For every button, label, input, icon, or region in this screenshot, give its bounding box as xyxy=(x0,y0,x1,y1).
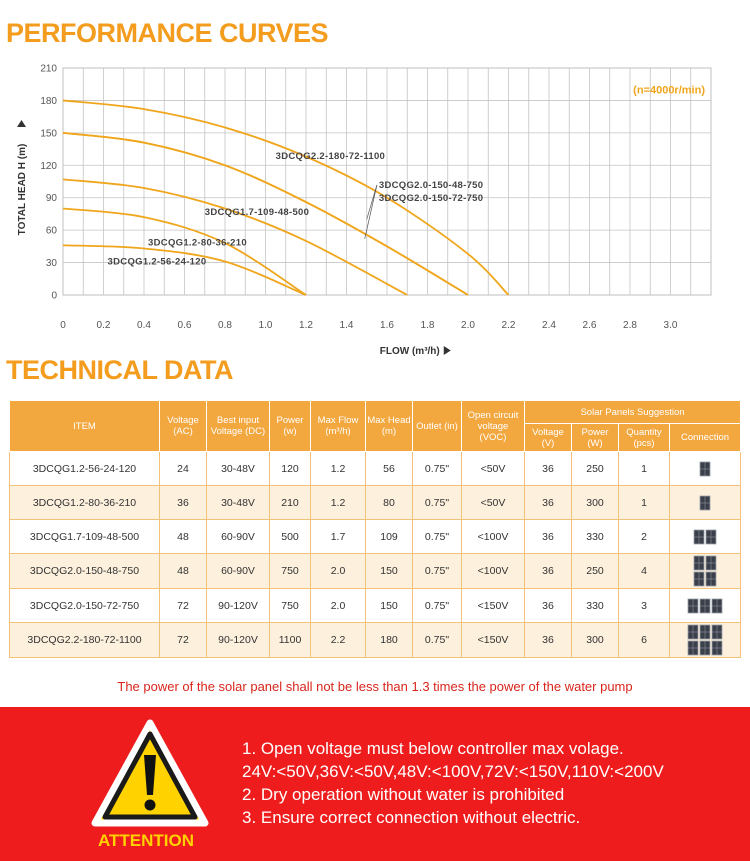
cell-voc: <100V xyxy=(462,520,525,554)
cell-voc: <100V xyxy=(462,554,525,589)
attention-line-1: 1. Open voltage must below controller max volage. xyxy=(242,739,624,758)
panel-connection-icon xyxy=(670,452,741,486)
table-row xyxy=(10,623,741,658)
cell-item: 3DCQG2.2-180-72-1100 xyxy=(10,623,160,658)
cell-power: 120 xyxy=(270,452,311,486)
cell-power: 750 xyxy=(270,554,311,589)
cell-sp-voltage: 36 xyxy=(525,554,572,589)
y-tick-label: 60 xyxy=(45,225,57,237)
cell-sp-quantity: 1 xyxy=(619,486,670,520)
col-item-header: ITEM xyxy=(10,401,160,452)
cell-max-flow: 2.0 xyxy=(311,554,366,589)
col-best-input-header: Best input Voltage (DC) xyxy=(207,401,270,452)
x-tick-label: 1.0 xyxy=(258,320,273,331)
cell-sp-voltage: 36 xyxy=(525,452,572,486)
cell-voltage: 48 xyxy=(160,520,207,554)
cell-best-input: 60-90V xyxy=(207,554,270,589)
x-tick-label: 0.2 xyxy=(96,320,111,331)
cell-sp-power: 250 xyxy=(572,554,619,589)
solar-panels-group-header: Solar Panels Suggestion xyxy=(525,401,741,424)
cell-item: 3DCQG2.0-150-48-750 xyxy=(10,554,160,589)
y-tick-label: 210 xyxy=(40,63,57,75)
table-row xyxy=(10,520,741,554)
x-tick-label: 1.8 xyxy=(420,320,435,331)
x-tick-label: 1.2 xyxy=(299,320,313,331)
cell-voltage: 48 xyxy=(160,554,207,589)
x-axis-arrow-icon xyxy=(444,346,451,355)
x-tick-label: 2.4 xyxy=(542,320,556,331)
cell-max-head: 150 xyxy=(366,589,413,623)
cell-sp-power: 330 xyxy=(572,520,619,554)
attention-lines xyxy=(242,737,664,829)
cell-voltage: 72 xyxy=(160,623,207,658)
y-tick-label: 120 xyxy=(40,160,57,172)
x-tick-label: 2.8 xyxy=(623,320,637,331)
attention-label: ATTENTION xyxy=(98,831,195,850)
cell-sp-quantity: 3 xyxy=(619,589,670,623)
cell-voc: <150V xyxy=(462,623,525,658)
cell-sp-quantity: 1 xyxy=(619,452,670,486)
attention-line-4: 3. Ensure correct connection without electric. xyxy=(242,808,581,827)
y-tick-label: 30 xyxy=(45,258,57,270)
curve-label: 3DCQG1.7-109-48-500 xyxy=(204,207,310,219)
y-tick-label: 180 xyxy=(40,95,57,107)
y-axis-label: TOTAL HEAD H (m) xyxy=(17,143,28,236)
y-axis-arrow-icon xyxy=(17,120,26,127)
x-tick-label: 0.4 xyxy=(137,320,151,331)
cell-voc: <50V xyxy=(462,486,525,520)
cell-sp-quantity: 2 xyxy=(619,520,670,554)
cell-power: 210 xyxy=(270,486,311,520)
cell-sp-voltage: 36 xyxy=(525,520,572,554)
cell-max-flow: 1.7 xyxy=(311,520,366,554)
col-open-circuit-header: Open circuit voltage (VOC) xyxy=(462,401,525,452)
attention-banner xyxy=(0,707,750,861)
cell-sp-power: 330 xyxy=(572,589,619,623)
cell-max-flow: 2.2 xyxy=(311,623,366,658)
panel-connection-icon xyxy=(670,589,741,623)
cell-outlet: 0.75" xyxy=(413,486,462,520)
col-sp-power-header: Power (W) xyxy=(572,424,619,452)
cell-sp-voltage: 36 xyxy=(525,589,572,623)
x-tick-label: 1.4 xyxy=(339,320,354,331)
cell-max-flow: 1.2 xyxy=(311,452,366,486)
panel-connection-icon xyxy=(670,486,741,520)
cell-max-head: 80 xyxy=(366,486,413,520)
table-row xyxy=(10,452,741,486)
panel-connection-icon xyxy=(670,554,741,589)
cell-best-input: 90-120V xyxy=(207,589,270,623)
x-tick-label: 0.8 xyxy=(218,320,232,331)
performance-chart xyxy=(0,55,750,360)
cell-outlet: 0.75" xyxy=(413,589,462,623)
curve-label: 3DCQG2.2-180-72-1100 xyxy=(275,150,386,162)
col-sp-voltage-header: Voltage (V) xyxy=(525,424,572,452)
technical-data-heading: TECHNICAL DATA xyxy=(6,355,233,385)
cell-max-flow: 2.0 xyxy=(311,589,366,623)
y-tick-label: 90 xyxy=(45,193,57,205)
curve-label: 3DCQG1.2-80-36-210 xyxy=(148,237,247,249)
cell-max-head: 150 xyxy=(366,554,413,589)
cell-sp-voltage: 36 xyxy=(525,486,572,520)
x-tick-label: 2.2 xyxy=(501,320,516,331)
performance-curves-heading: PERFORMANCE CURVES xyxy=(6,18,329,48)
y-tick-label: 150 xyxy=(40,128,57,140)
cell-voltage: 72 xyxy=(160,589,207,623)
table-row xyxy=(10,589,741,623)
cell-outlet: 0.75" xyxy=(413,520,462,554)
x-tick-label: 1.6 xyxy=(380,320,394,331)
table-header-row xyxy=(10,401,741,424)
x-tick-label: 3.0 xyxy=(663,320,678,331)
x-axis-label: FLOW (m³/h) xyxy=(379,346,440,357)
cell-best-input: 90-120V xyxy=(207,623,270,658)
col-power-header: Power (w) xyxy=(270,401,311,452)
cell-item: 3DCQG1.2-80-36-210 xyxy=(10,486,160,520)
table-row xyxy=(10,554,741,589)
curve-label: 3DCQG2.0-150-72-750 xyxy=(378,192,484,204)
col-voltage-header: Voltage (AC) xyxy=(160,401,207,452)
cell-sp-power: 300 xyxy=(572,486,619,520)
cell-voltage: 36 xyxy=(160,486,207,520)
cell-max-head: 56 xyxy=(366,452,413,486)
x-tick-label: 0 xyxy=(60,320,66,331)
cell-item: 3DCQG1.7-109-48-500 xyxy=(10,520,160,554)
table-row xyxy=(10,486,741,520)
cell-outlet: 0.75" xyxy=(413,554,462,589)
cell-best-input: 60-90V xyxy=(207,520,270,554)
attention-line-2: 24V:<50V,36V:<50V,48V:<100V,72V:<150V,110V:<200V xyxy=(242,762,664,781)
curve-label: 3DCQG1.2-56-24-120 xyxy=(107,256,207,268)
x-tick-label: 2.0 xyxy=(461,320,475,331)
attention-line-3: 2. Dry operation without water is prohibited xyxy=(242,785,565,804)
col-sp-connection-header: Connection xyxy=(670,424,741,452)
col-sp-quantity-header: Quantity (pcs) xyxy=(619,424,670,452)
cell-power: 750 xyxy=(270,589,311,623)
cell-item: 3DCQG1.2-56-24-120 xyxy=(10,452,160,486)
cell-voc: <150V xyxy=(462,589,525,623)
cell-max-flow: 1.2 xyxy=(311,486,366,520)
cell-voltage: 24 xyxy=(160,452,207,486)
cell-voc: <50V xyxy=(462,452,525,486)
cell-power: 500 xyxy=(270,520,311,554)
cell-sp-power: 300 xyxy=(572,623,619,658)
col-max-flow-header: Max Flow (m³/h) xyxy=(311,401,366,452)
cell-outlet: 0.75" xyxy=(413,623,462,658)
cell-sp-quantity: 6 xyxy=(619,623,670,658)
cell-max-head: 109 xyxy=(366,520,413,554)
x-tick-label: 2.6 xyxy=(582,320,597,331)
cell-sp-voltage: 36 xyxy=(525,623,572,658)
curve-label: 3DCQG2.0-150-48-750 xyxy=(378,179,484,191)
cell-max-head: 180 xyxy=(366,623,413,658)
cell-best-input: 30-48V xyxy=(207,452,270,486)
cell-outlet: 0.75" xyxy=(413,452,462,486)
speed-annotation: (n=4000r/min) xyxy=(633,84,705,97)
technical-data-table xyxy=(9,400,741,658)
warning-triangle-icon xyxy=(91,719,209,831)
col-max-head-header: Max Head (m) xyxy=(366,401,413,452)
x-tick-label: 0.6 xyxy=(177,320,192,331)
panel-connection-icon xyxy=(670,520,741,554)
cell-sp-power: 250 xyxy=(572,452,619,486)
cell-power: 1100 xyxy=(270,623,311,658)
cell-item: 3DCQG2.0-150-72-750 xyxy=(10,589,160,623)
panel-connection-icon xyxy=(670,623,741,658)
cell-sp-quantity: 4 xyxy=(619,554,670,589)
cell-best-input: 30-48V xyxy=(207,486,270,520)
col-outlet-header: Outlet (in) xyxy=(413,401,462,452)
y-tick-label: 0 xyxy=(51,290,57,302)
solar-power-note: The power of the solar panel shall not be less than 1.3 times the power of the water pump xyxy=(117,679,633,694)
